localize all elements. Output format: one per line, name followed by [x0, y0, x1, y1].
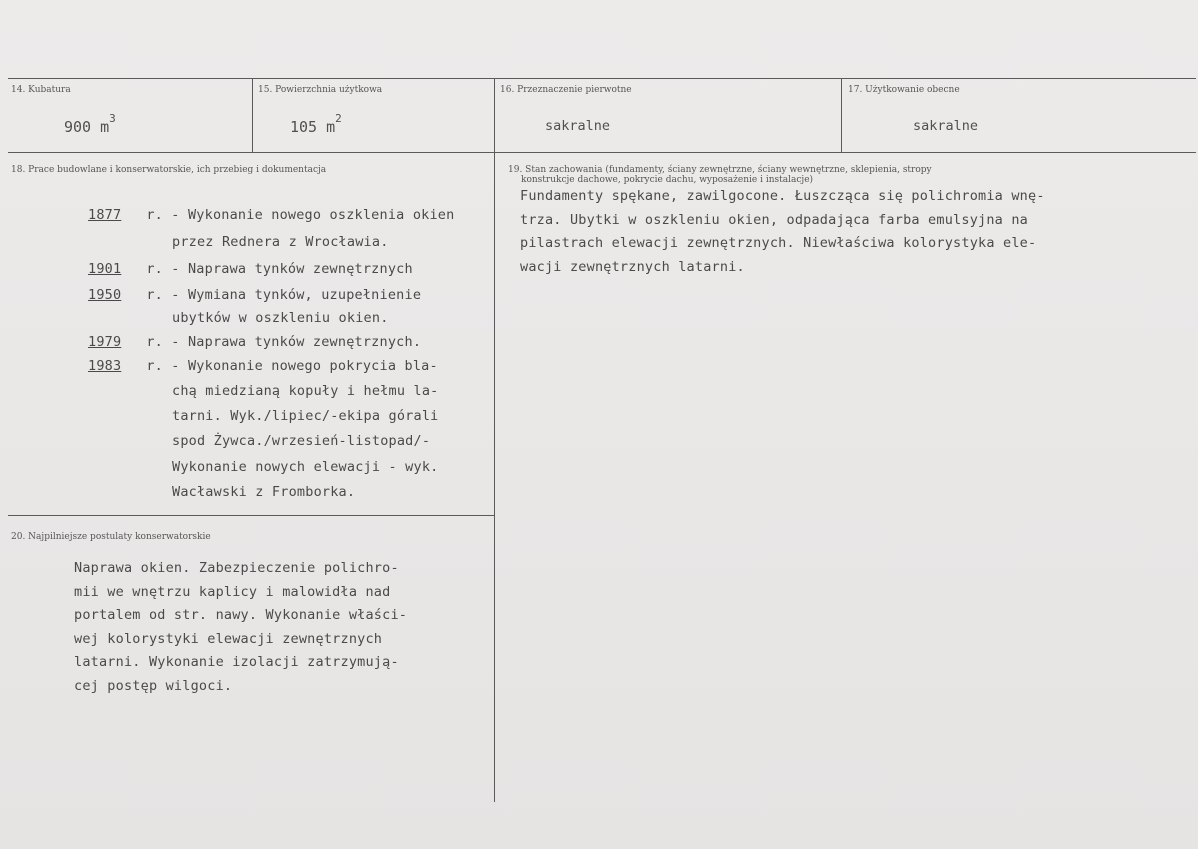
f18-entry-line [88, 261, 413, 277]
f18-entry-text: ubytków w oszkleniu okien. [172, 310, 389, 326]
f18-entry-year: 1983 [88, 358, 122, 374]
f15-value [290, 112, 342, 136]
f18-entry-text: r. - Naprawa tynków zewnętrznych. [138, 334, 422, 350]
f18-entry-year: 1901 [88, 261, 122, 277]
f19-line: Fundamenty spękane, zawilgocone. Łuszcząca się polichromia wnę- [520, 188, 1045, 204]
f15-label: 15. Powierzchnia użytkowa [258, 85, 383, 95]
col-divider-3 [841, 78, 842, 152]
f18-entry-text: r. - Wymiana tynków, uzupełnienie [138, 287, 422, 303]
f19-line: wacji zewnętrznych latarni. [520, 258, 745, 275]
f19-label-line1: 19. Stan zachowania (fundamenty, ściany zewnętrzne, ściany wewnętrzne, sklepienia, stropy [508, 165, 932, 175]
f18-entry-year: 1979 [88, 334, 122, 350]
f18-entry-year: 1950 [88, 287, 122, 303]
f18-entry-text: chą miedzianą kopuły i hełmu la- [172, 383, 439, 399]
f18-bottom-rule [8, 515, 494, 516]
f18-entry-line [88, 287, 421, 303]
f18-entry-text: r. - Naprawa tynków zewnętrznych [138, 261, 413, 277]
top-rule [8, 78, 1196, 79]
f18-entry-line [172, 408, 439, 424]
f18-label: 18. Prace budowlane i konserwatorskie, ich przebieg i dokumentacja [11, 165, 327, 175]
f19-line: trza. Ubytki w oszkleniu okien, odpadająca farba emulsyjna na [520, 211, 1028, 228]
f18-entry-line [172, 383, 439, 399]
f19-line: pilastrach elewacji zewnętrznych. Niewłaściwa kolorystyka ele- [520, 235, 1037, 251]
f20-text [74, 557, 407, 698]
f18-entry-line [88, 334, 421, 350]
f16-value: sakralne [545, 118, 611, 134]
f18-entry-year: 1877 [88, 207, 122, 223]
f18-entry-line [172, 234, 389, 250]
col-divider-1 [252, 78, 253, 152]
f14-label: 14. Kubatura [11, 85, 71, 95]
f15-number: 105 m [290, 118, 336, 136]
f20-line: wej kolorystyki elewacji zewnętrznych [74, 630, 383, 647]
f20-line: latarni. Wykonanie izolacji zatrzymują- [74, 654, 399, 670]
f20-line: portalem od str. nawy. Wykonanie właści- [74, 607, 408, 623]
f18-entry-line [172, 433, 430, 449]
f18-entry-text: r. - Wykonanie nowego pokrycia bla- [138, 358, 438, 374]
f18-entry-line [88, 207, 454, 223]
f18-entry-line [172, 310, 389, 326]
f17-value: sakralne [913, 118, 979, 134]
f18-entry-text: Wykonanie nowych elewacji - wyk. [172, 459, 439, 475]
f18-entry-text: Wacławski z Fromborka. [172, 484, 356, 500]
f18-entry-line [172, 484, 355, 500]
f18-entry-line [88, 358, 438, 374]
f18-entry-text: przez Rednera z Wrocławia. [172, 234, 389, 250]
f20-label: 20. Najpilniejsze postulaty konserwatorskie [11, 532, 211, 542]
f16-label: 16. Przeznaczenie pierwotne [500, 85, 632, 95]
f20-line: mii we wnętrzu kaplicy i malowidła nad [74, 583, 391, 600]
col-divider-2 [494, 78, 495, 802]
f15-exponent: 2 [335, 112, 342, 125]
row-rule [8, 152, 1196, 153]
f20-line: Naprawa okien. Zabezpieczenie polichro- [74, 560, 399, 576]
f19-text [520, 185, 1045, 279]
f17-label: 17. Użytkowanie obecne [848, 85, 960, 95]
f14-number: 900 m [64, 118, 110, 136]
f19-label [508, 165, 932, 185]
f18-entry-text: tarni. Wyk./lipiec/-ekipa górali [172, 408, 439, 424]
f20-line: cej postęp wilgoci. [74, 677, 233, 694]
f14-exponent: 3 [109, 112, 116, 125]
f18-entry-line [172, 459, 439, 475]
f19-label-line2: konstrukcje dachowe, pokrycie dachu, wyposażenie i instalacje) [521, 175, 814, 185]
f14-value [64, 112, 116, 136]
f18-entry-text: r. - Wykonanie nowego oszklenia okien [138, 207, 455, 223]
f18-entry-text: spod Żywca./wrzesień-listopad/- [172, 433, 431, 449]
